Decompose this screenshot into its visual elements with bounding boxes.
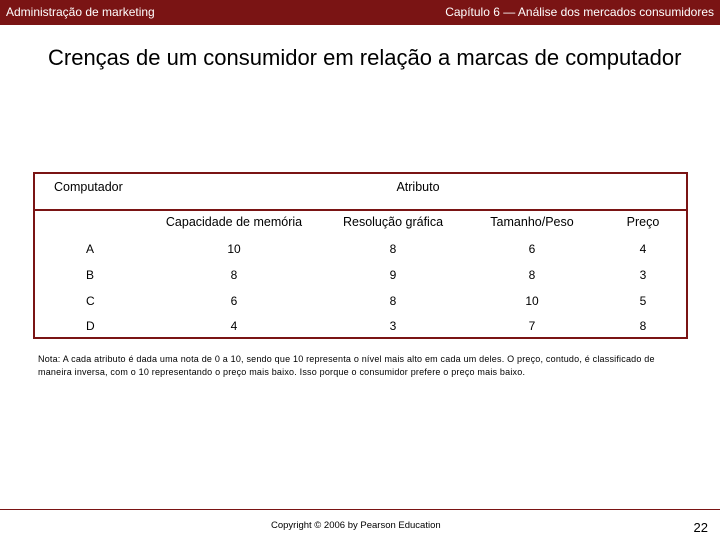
column-header: Tamanho/Peso bbox=[490, 215, 574, 229]
column-header: Preço bbox=[626, 215, 660, 229]
table-cell: 8 bbox=[389, 242, 397, 256]
column-header: Resolução gráfica bbox=[342, 215, 444, 229]
table-cell: 4 bbox=[639, 242, 647, 256]
header-bar bbox=[0, 0, 720, 25]
chapter-title: Capítulo 6 — Análise dos mercados consumidores bbox=[445, 5, 714, 19]
row-label: D bbox=[86, 319, 95, 333]
table-cell: 7 bbox=[528, 319, 536, 333]
table-frame bbox=[33, 172, 688, 339]
row-label: A bbox=[86, 242, 95, 256]
book-title: Administração de marketing bbox=[6, 5, 155, 19]
table-cell: 8 bbox=[528, 268, 536, 282]
table-cell: 8 bbox=[639, 319, 647, 333]
table-note: Nota: A cada atributo é dada uma nota de 0 a 10, sendo que 10 representa o nível mais alto em cada um deles. O preço, contudo, é classificado de maneira inversa, com o 10 representando o preço mais baixo. Isso porque o consumidor prefere o preço mais baixo. bbox=[38, 354, 655, 377]
table-cell: 10 bbox=[525, 294, 539, 308]
row-label: B bbox=[86, 268, 95, 282]
row-label: C bbox=[86, 294, 95, 308]
page-number: 22 bbox=[693, 520, 708, 535]
table-cell: 8 bbox=[230, 268, 238, 282]
table-header-divider bbox=[33, 209, 688, 211]
table-cell: 4 bbox=[230, 319, 238, 333]
table-header-atributo: Atributo bbox=[396, 180, 440, 194]
table-cell: 6 bbox=[230, 294, 238, 308]
table-cell: 8 bbox=[389, 294, 397, 308]
table-cell: 6 bbox=[528, 242, 536, 256]
table-cell: 3 bbox=[639, 268, 647, 282]
table-cell: 5 bbox=[639, 294, 647, 308]
table-header-computador: Computador bbox=[54, 180, 123, 194]
footer-divider bbox=[0, 509, 720, 510]
table-cell: 10 bbox=[227, 242, 241, 256]
column-header: Capacidade de memória bbox=[165, 215, 303, 229]
table-cell: 3 bbox=[389, 319, 397, 333]
copyright-text: Copyright © 2006 by Pearson Education bbox=[271, 520, 441, 531]
slide-title: Crenças de um consumidor em relação a marcas de computador bbox=[48, 45, 682, 70]
table-cell: 9 bbox=[389, 268, 397, 282]
